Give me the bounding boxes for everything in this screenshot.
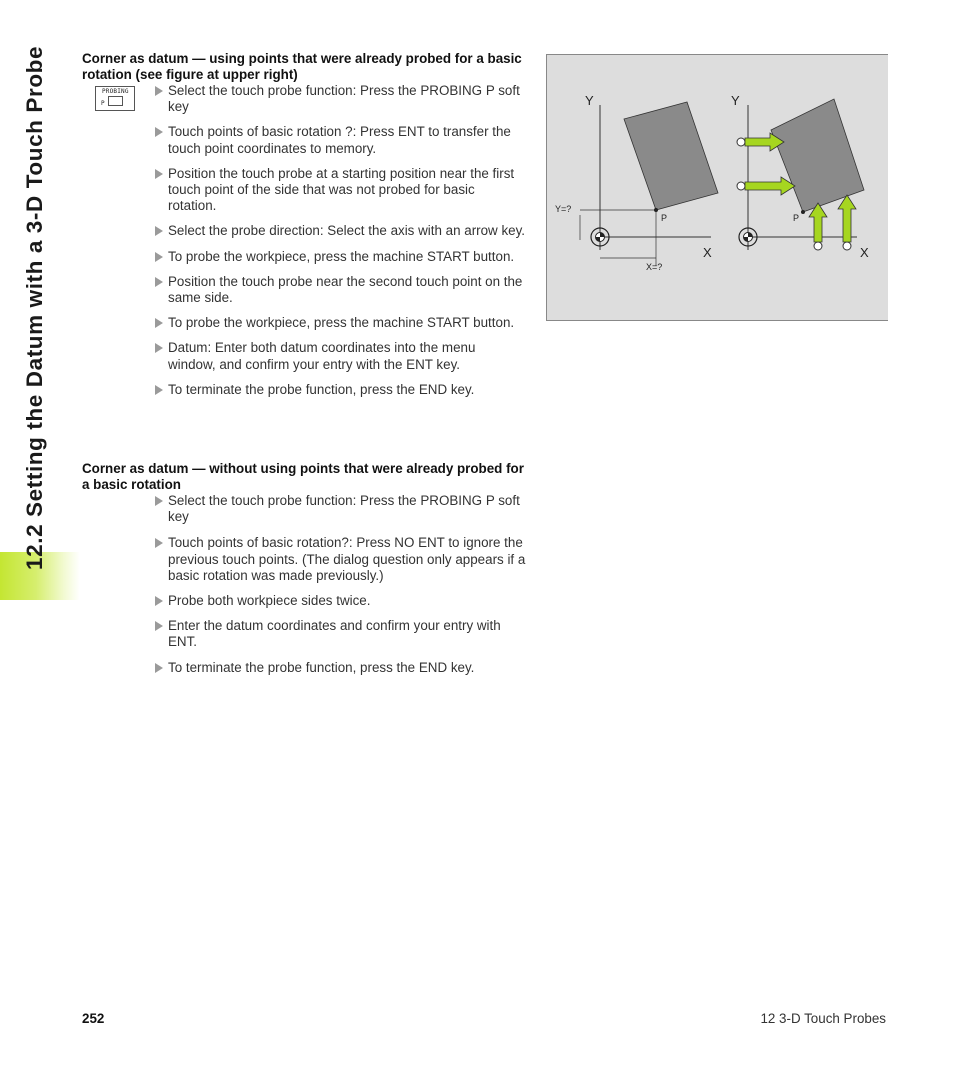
list-item: Touch points of basic rotation ?: Press ENT to transfer the touch point coordinates to memory.: [154, 124, 526, 156]
list-item: Datum: Enter both datum coordinates into the menu window, and confirm your entry with the ENT key.: [154, 340, 526, 372]
section-heading-with-basic-rotation: Corner as datum — using points that were already probed for a basic rotation (see figure at upper right): [82, 51, 522, 82]
list-item: To terminate the probe function, press the END key.: [154, 382, 526, 398]
corner-datum-figure: [546, 54, 888, 321]
section-heading-without-basic-rotation: Corner as datum — without using points that were already probed for a basic rotation: [82, 461, 524, 492]
bullet-arrow-icon: [155, 663, 163, 673]
bullet-arrow-icon: [155, 252, 163, 262]
probe-arrow-right-2: [737, 177, 795, 195]
right-point-label: P: [793, 213, 800, 223]
list-item: To probe the workpiece, press the machine START button.: [154, 249, 526, 265]
page-number: 252: [82, 1011, 105, 1026]
bullet-arrow-icon: [155, 343, 163, 353]
left-y-axis-label: Y: [585, 93, 594, 108]
steps-list-2: [154, 493, 526, 676]
softkey-label: PROBING: [102, 88, 129, 95]
bullet-arrow-icon: [155, 318, 163, 328]
left-workpiece: [624, 102, 718, 210]
right-point-p: [801, 210, 805, 214]
bullet-arrow-icon: [155, 277, 163, 287]
list-item: Touch points of basic rotation?: Press NO ENT to ignore the previous touch points. (The dialog question only appears if a basic rotation was made previously.): [154, 535, 526, 584]
bullet-arrow-icon: [155, 596, 163, 606]
list-item: Select the touch probe function: Press the PROBING P soft key: [154, 83, 526, 115]
left-diagram: [555, 93, 718, 272]
left-y-query-label: Y=?: [555, 204, 572, 214]
right-workpiece: [771, 99, 864, 212]
right-y-axis-label: Y: [731, 93, 740, 108]
left-x-query-label: X=?: [646, 262, 663, 272]
softkey-sub-label: P: [101, 100, 105, 107]
left-point-label: P: [661, 213, 668, 223]
bullet-arrow-icon: [155, 127, 163, 137]
steps-list-1: [154, 83, 526, 398]
list-item: Position the touch probe near the second touch point on the same side.: [154, 274, 526, 306]
list-item: Enter the datum coordinates and confirm your entry with ENT.: [154, 618, 526, 650]
bullet-arrow-icon: [155, 86, 163, 96]
bullet-arrow-icon: [155, 496, 163, 506]
list-item: To probe the workpiece, press the machine START button.: [154, 315, 526, 331]
bullet-arrow-icon: [155, 538, 163, 548]
bullet-arrow-icon: [155, 226, 163, 236]
list-item: Select the touch probe function: Press the PROBING P soft key: [154, 493, 526, 525]
left-point-p: [654, 208, 658, 212]
bullet-arrow-icon: [155, 621, 163, 631]
list-item: Probe both workpiece sides twice.: [154, 593, 526, 609]
figure-canvas: [547, 55, 889, 322]
softkey-box-icon: [108, 96, 123, 106]
left-x-axis-label: X: [703, 245, 712, 260]
probe-arrow-up-1: [809, 203, 827, 250]
list-item: Select the probe direction: Select the axis with an arrow key.: [154, 223, 526, 239]
list-item: Position the touch probe at a starting position near the first touch point of the side that was not probed for basic rotation.: [154, 166, 526, 215]
bullet-arrow-icon: [155, 385, 163, 395]
right-x-axis-label: X: [860, 245, 869, 260]
list-item: To terminate the probe function, press the END key.: [154, 660, 526, 676]
probing-softkey: [95, 86, 135, 111]
probe-arrow-up-2: [838, 195, 856, 250]
bullet-arrow-icon: [155, 169, 163, 179]
chapter-side-title: 12.2 Setting the Datum with a 3-D Touch Probe: [22, 45, 47, 570]
right-diagram: [731, 93, 869, 260]
footer-chapter-title: 12 3-D Touch Probes: [760, 1011, 886, 1026]
